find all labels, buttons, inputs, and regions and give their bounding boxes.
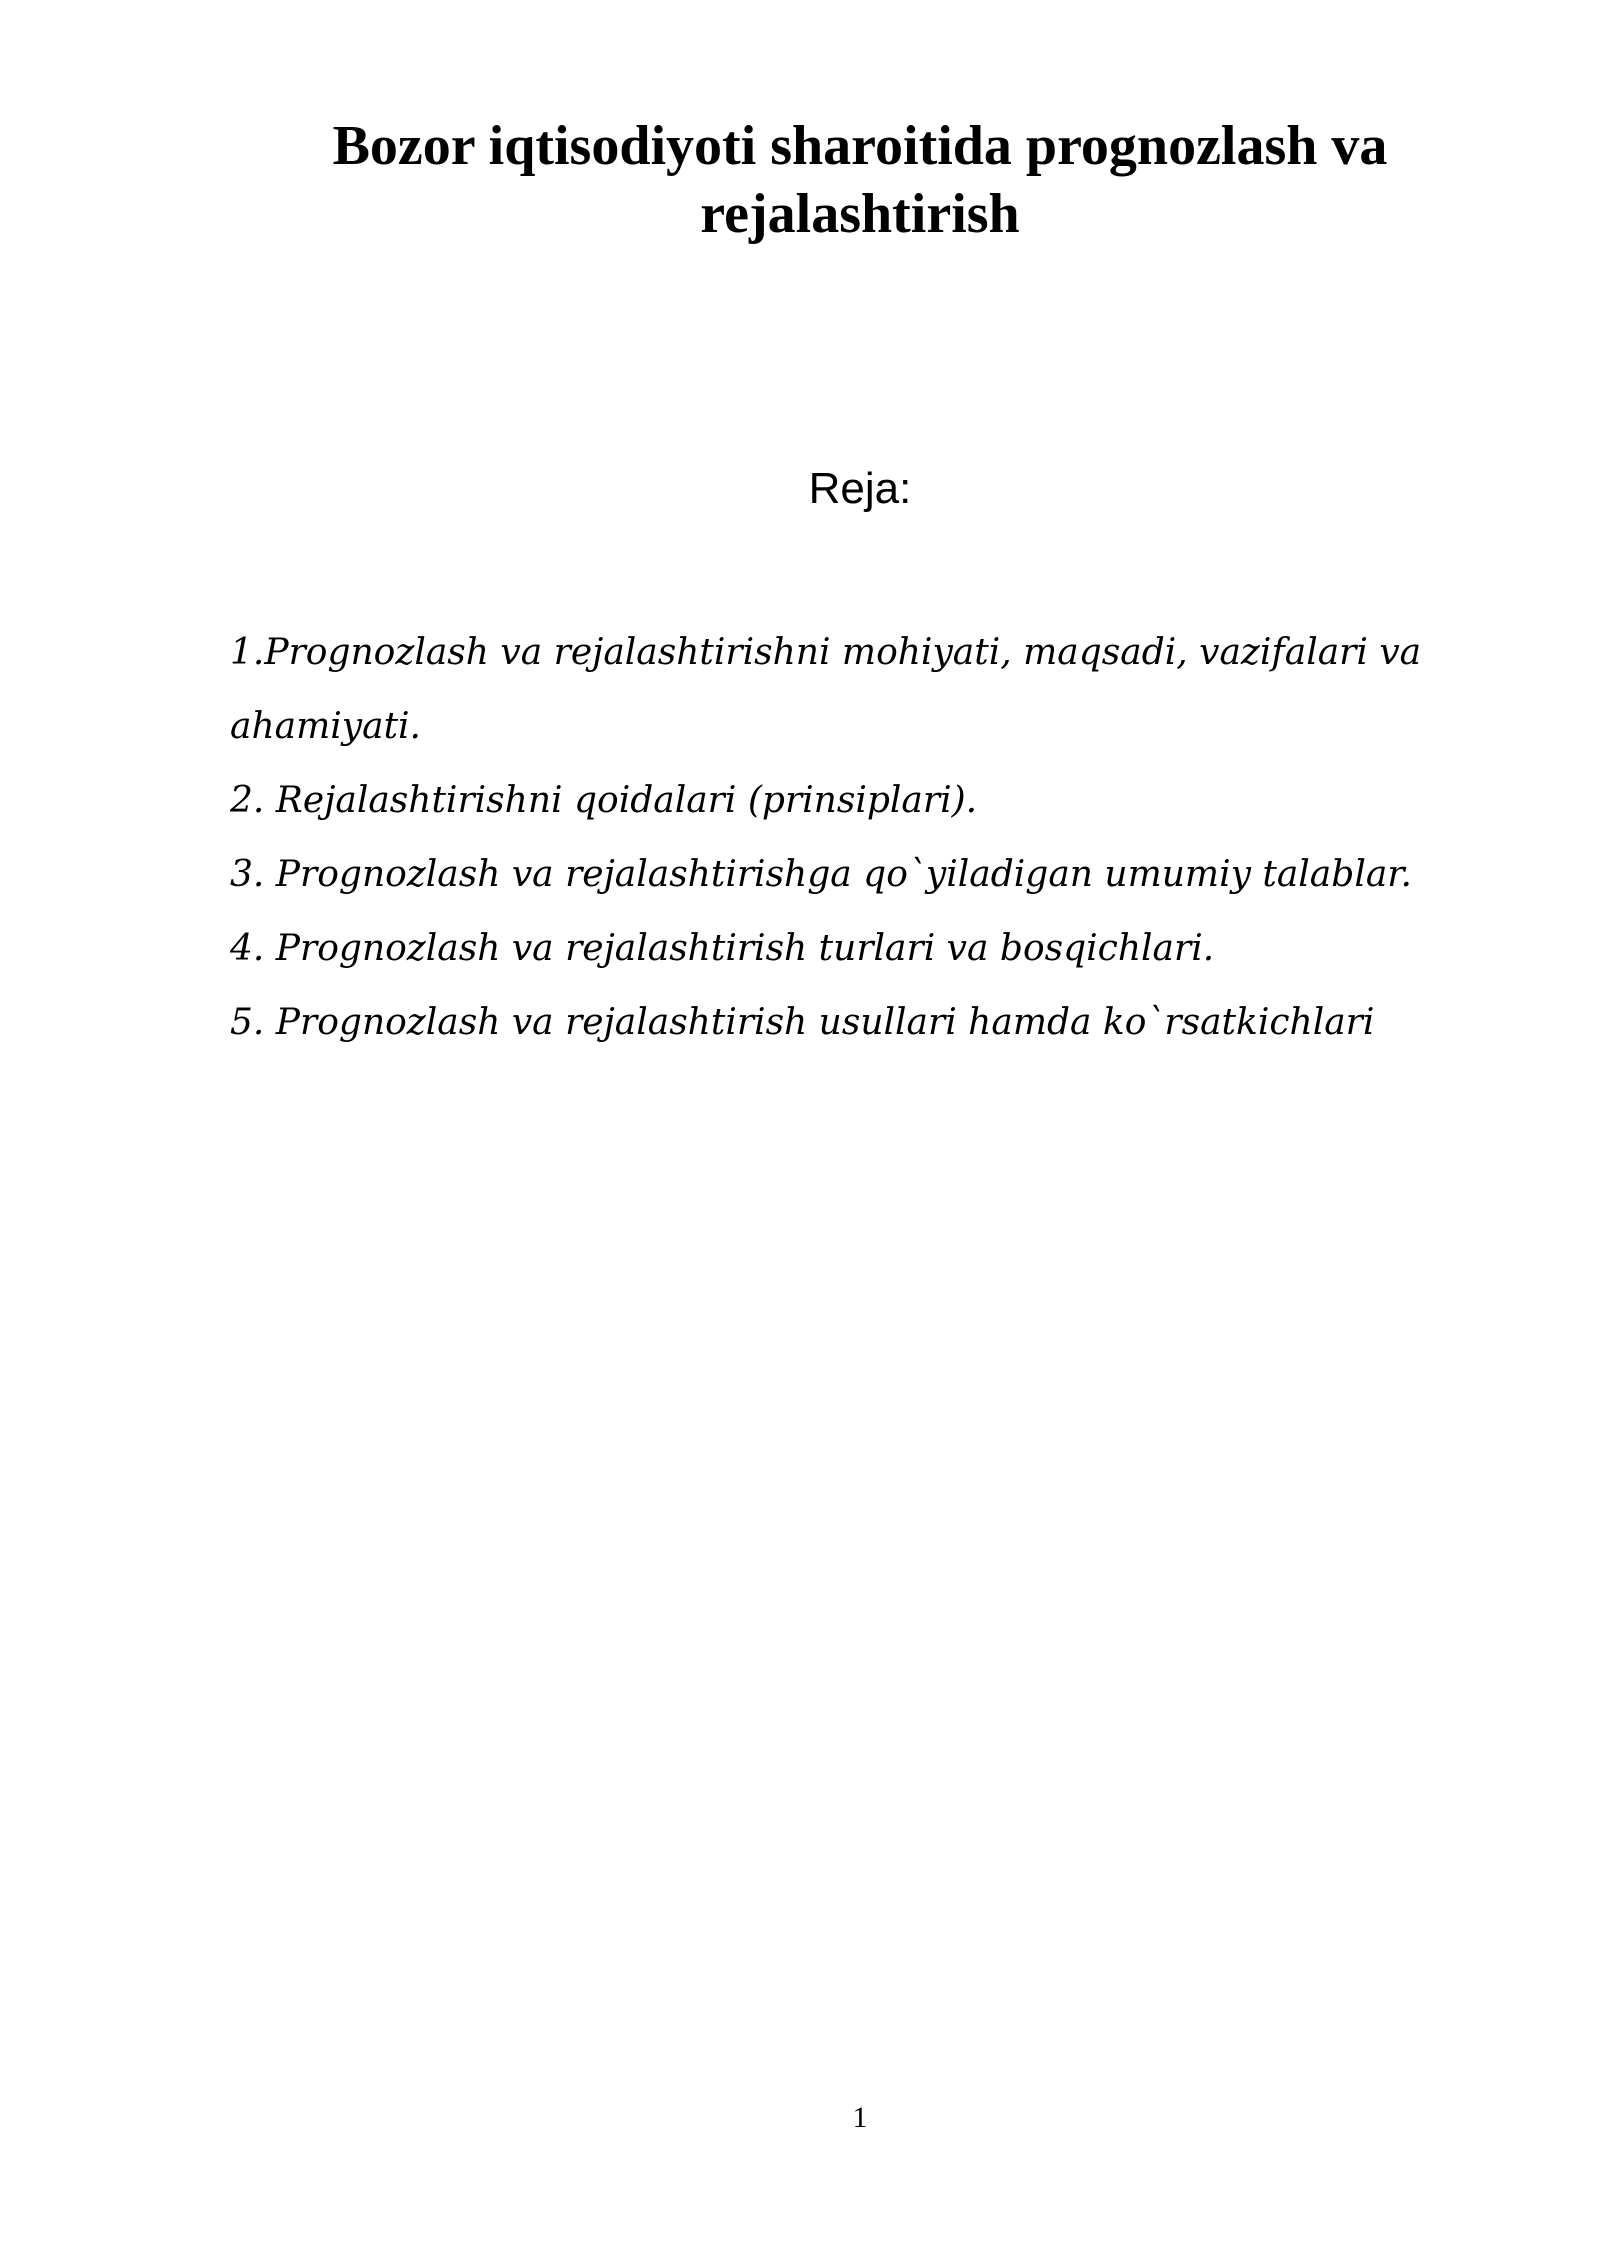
plan-heading: Reja: — [808, 464, 912, 513]
page-title: Bozor iqtisodiyoti sharoitida prognozlash va rejalashtirish — [332, 115, 1388, 245]
page-number: 1 — [852, 2101, 868, 2134]
plan-item-4: 4. Prognozlash va rejalashtirish turlari va bosqichlari. — [230, 928, 1215, 969]
plan-item-1-continuation: ahamiyati. — [230, 706, 421, 747]
plan-item-5: 5. Prognozlash va rejalashtirish usullari hamda ko`rsatkichlari — [230, 1002, 1375, 1043]
plan-item-2: 2. Rejalashtirishni qoidalari (prinsiplari). — [230, 780, 978, 821]
plan-item-1: 1.Prognozlash va rejalashtirishni mohiyati, maqsadi, vazifalari va — [230, 632, 1422, 673]
plan-item-3: 3. Prognozlash va rejalashtirishga qo`yiladigan umumiy talablar. — [230, 854, 1412, 895]
plan-list — [230, 616, 1430, 1060]
